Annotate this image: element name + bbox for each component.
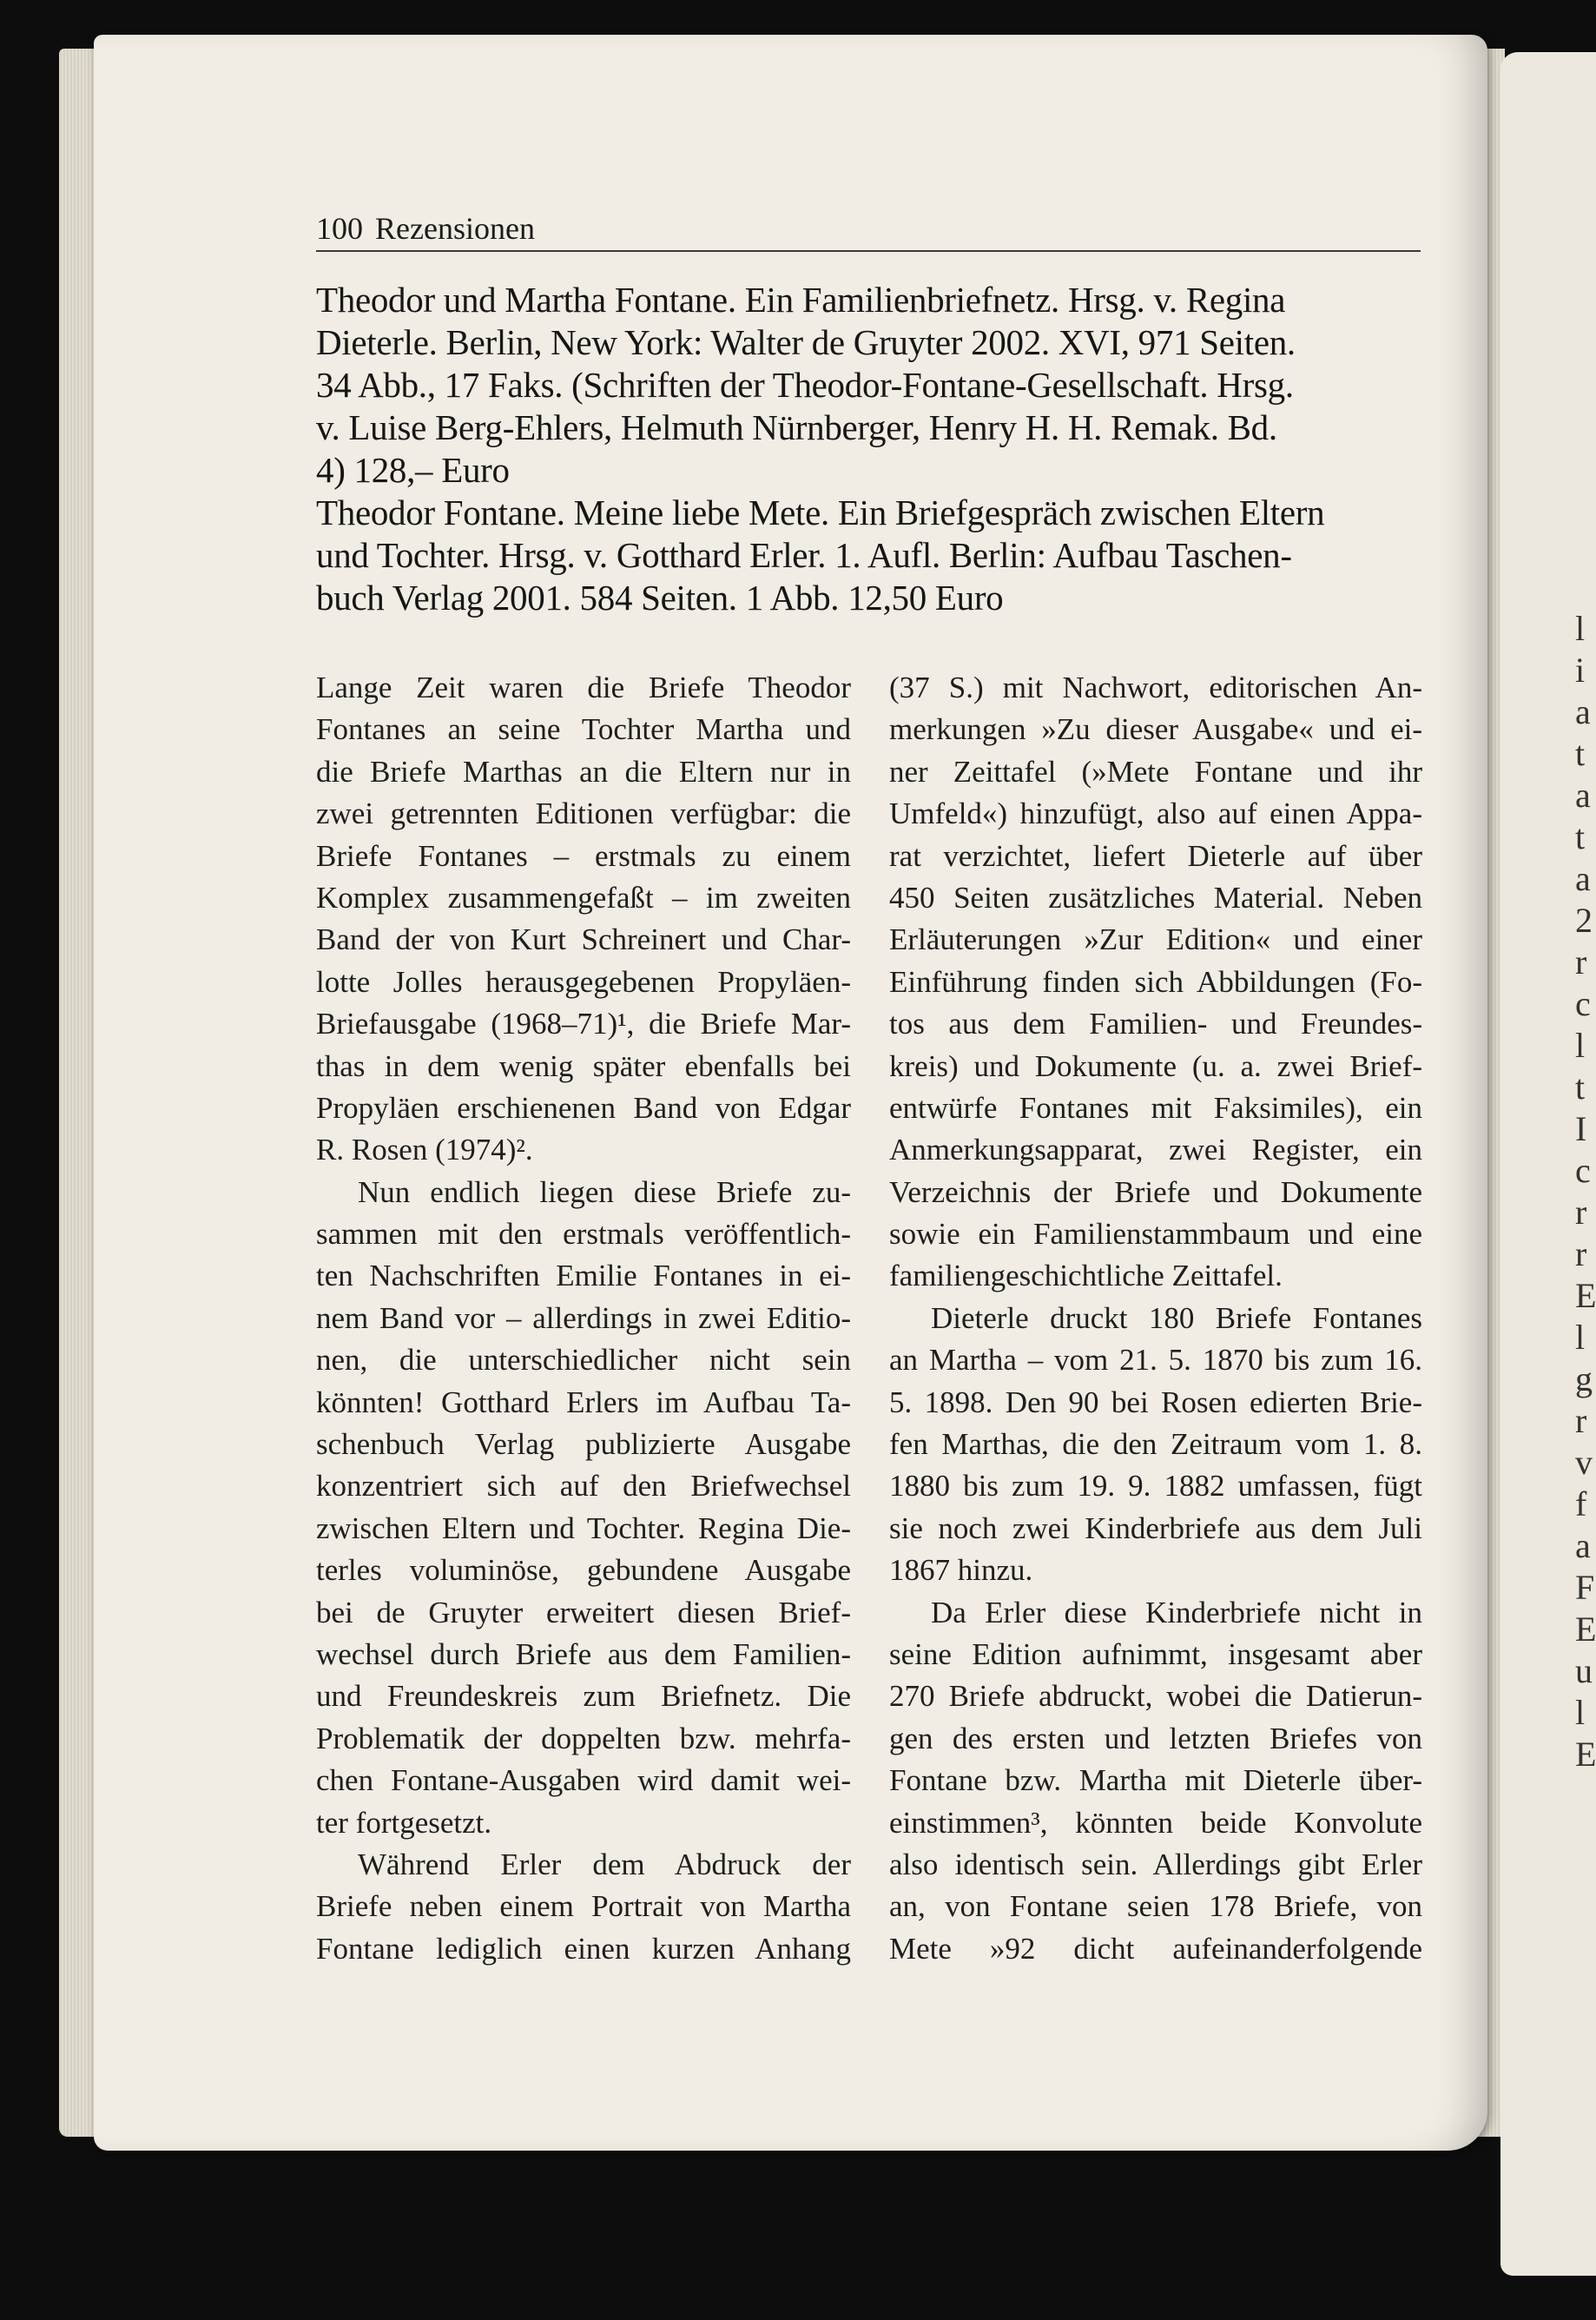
text-line: nen, die unterschiedlicher nicht sein	[316, 1343, 851, 1378]
bib-line: v. Luise Berg-Ehlers, Helmuth Nürnberger, Henry H. H. Remak. Bd.	[316, 407, 1277, 447]
text-line: 1880 bis zum 19. 9. 1882 umfassen, fügt	[889, 1469, 1422, 1504]
facing-page-fragment: c	[1575, 1151, 1591, 1190]
text-line: sammen mit den erstmals veröffentlich-	[316, 1217, 851, 1252]
facing-page-fragment: l	[1575, 1693, 1586, 1732]
facing-page-fragment: f	[1575, 1484, 1587, 1524]
text-line: ten Nachschriften Emilie Fontanes in ei-	[316, 1259, 851, 1293]
text-line: sowie ein Familienstammbaum und eine	[889, 1217, 1422, 1252]
bib-line: Theodor Fontane. Meine liebe Mete. Ein Briefgespräch zwischen Eltern	[316, 492, 1325, 532]
text-line: terles voluminöse, gebundene Ausgabe	[316, 1553, 851, 1588]
facing-page-fragment: r	[1575, 1193, 1587, 1232]
text-line: Dieterle druckt 180 Briefe Fontanes	[931, 1300, 1422, 1335]
facing-page-edge	[1500, 52, 1596, 2276]
facing-page-fragment: a	[1575, 692, 1591, 731]
text-line: und Freundeskreis zum Briefnetz. Die	[316, 1679, 851, 1714]
text-line: 5. 1898. Den 90 bei Rosen edierten Brie-	[889, 1385, 1422, 1419]
text-line: gen des ersten und letzten Briefes von	[889, 1721, 1422, 1755]
text-line: Während Erler dem Abdruck der	[358, 1847, 851, 1881]
text-line: Komplex zusammengefaßt – im zweiten	[316, 880, 851, 915]
running-header	[316, 210, 1421, 247]
text-line: 270 Briefe abdruckt, wobei die Datierun-	[889, 1679, 1422, 1714]
text-line: Propyläen erschienenen Band von Edgar	[316, 1090, 851, 1125]
text-line: Da Erler diese Kinderbriefe nicht in	[931, 1595, 1422, 1629]
text-line: Fontane lediglich einen kurzen Anhang	[316, 1931, 851, 1966]
bib-line: und Tochter. Hrsg. v. Gotthard Erler. 1. Aufl. Berlin: Aufbau Taschen-	[316, 535, 1292, 575]
bib-line: 4) 128,– Euro	[316, 450, 510, 490]
text-line: ter fortgesetzt.	[316, 1805, 492, 1840]
text-line: Erläuterungen »Zur Edition« und einer	[889, 922, 1422, 957]
text-line: Briefausgabe (1968–71)¹, die Briefe Mar-	[316, 1007, 851, 1041]
text-line: Lange Zeit waren die Briefe Theodor	[316, 671, 851, 704]
text-line: wechsel durch Briefe aus dem Familien-	[316, 1636, 851, 1671]
facing-page-fragment: t	[1575, 817, 1586, 856]
text-line: familiengeschichtliche Zeittafel.	[889, 1259, 1283, 1293]
text-line: Briefe Fontanes – erstmals zu einem	[316, 838, 851, 873]
facing-page-fragment: u	[1575, 1651, 1593, 1690]
facing-page-fragment: t	[1575, 1067, 1586, 1107]
facing-page-fragment: l	[1575, 1318, 1586, 1357]
facing-page-fragment: g	[1575, 1359, 1593, 1398]
facing-page-fragment: I	[1575, 1109, 1587, 1148]
bib-line: Theodor und Martha Fontane. Ein Familienbriefnetz. Hrsg. v. Regina	[316, 280, 1286, 320]
facing-page-fragment: r	[1575, 1234, 1587, 1273]
text-line: schenbuch Verlag publizierte Ausgabe	[316, 1427, 851, 1462]
text-line: thas in dem wenig später ebenfalls bei	[316, 1048, 851, 1083]
text-line: an, von Fontane seien 178 Briefe, von	[889, 1889, 1422, 1924]
facing-page-fragment: l	[1575, 609, 1586, 648]
text-line: konzentriert sich auf den Briefwechsel	[316, 1469, 851, 1504]
facing-page-fragment: a	[1575, 859, 1591, 898]
text-line: Briefe neben einem Portrait von Martha	[316, 1889, 851, 1924]
facing-page-fragment: 2	[1575, 901, 1593, 940]
facing-page-fragment: E	[1575, 1276, 1596, 1315]
facing-page-fragment: a	[1575, 776, 1591, 815]
text-line: die Briefe Marthas an die Eltern nur in	[316, 754, 851, 789]
text-line: Fontane bzw. Martha mit Dieterle über-	[889, 1763, 1422, 1798]
text-line: R. Rosen (1974)².	[316, 1133, 533, 1167]
facing-page-fragment: v	[1575, 1443, 1593, 1482]
text-line: Umfeld«) hinzufügt, also auf einen Appa-	[889, 796, 1422, 831]
page-number: 100	[316, 211, 363, 246]
facing-page-fragment: c	[1575, 984, 1591, 1023]
text-line: könnten! Gotthard Erlers im Aufbau Ta-	[316, 1385, 851, 1419]
text-line: chen Fontane-Ausgaben wird damit wei-	[316, 1763, 851, 1798]
text-line: fen Marthas, die den Zeitraum vom 1. 8.	[889, 1427, 1422, 1462]
left-column	[316, 667, 851, 1970]
facing-page-fragment: r	[1575, 1401, 1587, 1440]
facing-page-fragment: t	[1575, 734, 1586, 773]
text-line: (37 S.) mit Nachwort, editorischen An-	[889, 671, 1422, 704]
text-line: kreis) und Dokumente (u. a. zwei Brief-	[889, 1048, 1422, 1083]
facing-page-fragment: E	[1575, 1735, 1596, 1774]
text-line: seine Edition aufnimmt, insgesamt aber	[889, 1636, 1422, 1671]
text-line: Verzeichnis der Briefe und Dokumente	[889, 1174, 1422, 1209]
facing-page-fragment: l	[1575, 1026, 1586, 1065]
text-line: 450 Seiten zusätzliches Material. Neben	[889, 880, 1422, 915]
text-line: Nun endlich liegen diese Briefe zu-	[358, 1174, 851, 1209]
text-line: Mete »92 dicht aufeinanderfolgende	[889, 1931, 1422, 1966]
text-line: einstimmen³, könnten beide Konvolute	[889, 1805, 1422, 1840]
text-line: ner Zeittafel (»Mete Fontane und ihr	[889, 754, 1422, 789]
text-line: zwischen Eltern und Tochter. Regina Die-	[316, 1510, 851, 1545]
bib-line: buch Verlag 2001. 584 Seiten. 1 Abb. 12,50 Euro	[316, 578, 1004, 618]
text-line: entwürfe Fontanes mit Faksimiles), ein	[889, 1090, 1422, 1125]
text-line: tos aus dem Familien- und Freundes-	[889, 1007, 1422, 1041]
bibliography-block	[316, 279, 1436, 619]
bib-line: Dieterle. Berlin, New York: Walter de Gruyter 2002. XVI, 971 Seiten.	[316, 322, 1296, 362]
header-rule	[316, 250, 1421, 252]
text-line: rat verzichtet, liefert Dieterle auf über	[889, 838, 1422, 873]
text-line: Anmerkungsapparat, zwei Register, ein	[889, 1133, 1422, 1167]
right-column	[889, 667, 1422, 1970]
text-line: zwei getrennten Editionen verfügbar: die	[316, 796, 851, 831]
text-line: 1867 hinzu.	[889, 1553, 1033, 1588]
text-line: Problematik der doppelten bzw. mehrfa-	[316, 1721, 851, 1755]
text-line: bei de Gruyter erweitert diesen Brief-	[316, 1595, 851, 1629]
text-line: merkungen »Zu dieser Ausgabe« und ei-	[889, 712, 1422, 747]
text-line: Fontanes an seine Tochter Martha und	[316, 712, 851, 747]
text-line: an Martha – vom 21. 5. 1870 bis zum 16.	[889, 1343, 1422, 1378]
facing-page-fragment: a	[1575, 1526, 1591, 1565]
text-line: lotte Jolles herausgegebenen Propyläen-	[316, 964, 851, 999]
text-line: Einführung finden sich Abbildungen (Fo-	[889, 964, 1422, 999]
text-line: nem Band vor – allerdings in zwei Editio-	[316, 1300, 851, 1335]
text-line: also identisch sein. Allerdings gibt Erler	[889, 1847, 1422, 1881]
facing-page-fragment: E	[1575, 1609, 1596, 1649]
bib-line: 34 Abb., 17 Faks. (Schriften der Theodor-Fontane-Gesellschaft. Hrsg.	[316, 365, 1294, 405]
facing-page-fragment: F	[1575, 1568, 1595, 1607]
text-line: Band der von Kurt Schreinert und Char-	[316, 922, 851, 957]
facing-page-fragment: r	[1575, 942, 1587, 982]
text-line: sie noch zwei Kinderbriefe aus dem Juli	[889, 1510, 1422, 1545]
section-title: Rezensionen	[375, 211, 535, 246]
facing-page-fragment: i	[1575, 651, 1586, 690]
